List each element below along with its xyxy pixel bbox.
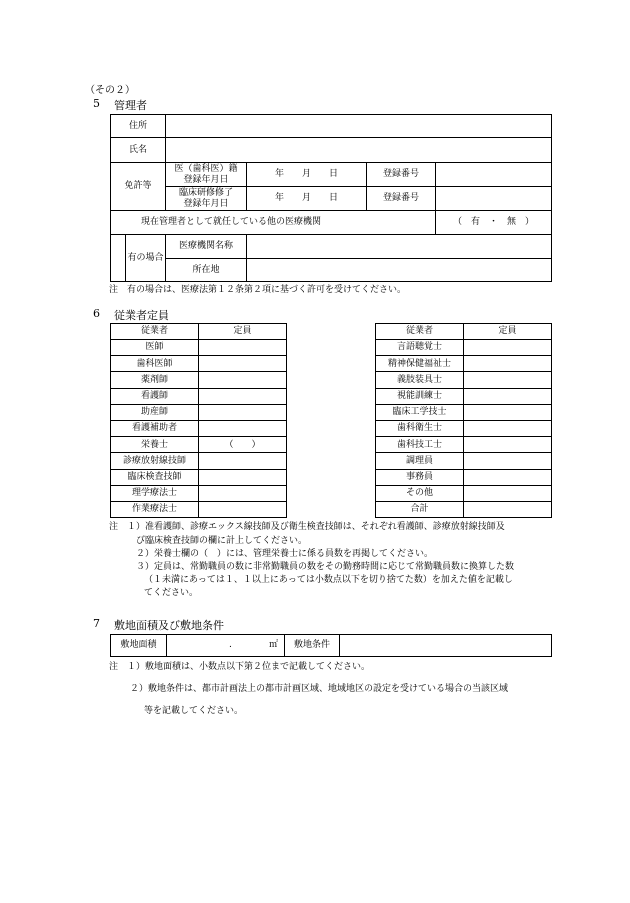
site-note-2: ２）敷地条件は、都市計画法上の都市計画区域、地域地区の設定を受けている場合の当該区域 bbox=[130, 684, 509, 694]
site-area-decimal: . bbox=[229, 640, 232, 650]
license-row1-reg-input[interactable] bbox=[436, 163, 552, 187]
staff-role: 視能訓練士 bbox=[376, 388, 464, 404]
other-institution-label: 現在管理者として就任している他の医療機関 bbox=[111, 211, 436, 235]
staff-count-input[interactable] bbox=[199, 388, 287, 404]
staff-row bbox=[111, 485, 287, 501]
staff-row bbox=[376, 388, 552, 404]
staff-row bbox=[376, 372, 552, 388]
staff-row bbox=[111, 469, 287, 485]
staff-count-input[interactable] bbox=[199, 501, 287, 517]
section-6-title: 従業者定員 bbox=[114, 309, 169, 322]
staff-note-3: ３）定員は、常勤職員の数に非常勤職員の数をその勤務時間に応じて常勤職員数に換算した数 bbox=[136, 562, 515, 572]
yes-no-selector[interactable]: （ 有 ・ 無 ） bbox=[436, 211, 552, 235]
staff-count-input[interactable] bbox=[464, 437, 552, 453]
staff-header-count: 定員 bbox=[464, 324, 552, 340]
staff-count-input[interactable] bbox=[464, 469, 552, 485]
staff-role: 看護師 bbox=[111, 388, 199, 404]
staff-row bbox=[111, 420, 287, 436]
staff-note-1-cont: び臨床検査技師の欄に計上してください。 bbox=[136, 536, 308, 546]
staff-role: 助産師 bbox=[111, 404, 199, 420]
section-5-title: 管理者 bbox=[114, 99, 147, 112]
address-label: 住所 bbox=[111, 115, 166, 138]
staff-row bbox=[376, 469, 552, 485]
staff-role: 歯科技工士 bbox=[376, 437, 464, 453]
location-input[interactable] bbox=[247, 259, 552, 282]
site-area-unit: ㎡ bbox=[268, 640, 278, 650]
site-table bbox=[110, 634, 552, 657]
staff-count-input[interactable] bbox=[464, 340, 552, 356]
institution-name-label: 医療機関名称 bbox=[166, 235, 247, 259]
staff-count-input[interactable] bbox=[464, 420, 552, 436]
staff-note-2: ２）栄養士欄の（ ）には、管理栄養士に係る員数を再掲してください。 bbox=[136, 549, 434, 559]
license-row2-label bbox=[166, 187, 247, 211]
page-label: （その２） bbox=[85, 85, 135, 96]
site-note-2-cont: 等を記載してください。 bbox=[144, 706, 244, 716]
staff-role: 精神保健福祉士 bbox=[376, 356, 464, 372]
staff-table-right bbox=[375, 323, 552, 518]
staff-role: 栄養士 bbox=[111, 437, 199, 453]
staff-role: その他 bbox=[376, 485, 464, 501]
license-row2-line2: 登録年月日 bbox=[183, 198, 229, 209]
staff-header-role: 従業者 bbox=[111, 324, 199, 340]
license-label: 免許等 bbox=[111, 163, 166, 211]
staff-role: 医師 bbox=[111, 340, 199, 356]
staff-row bbox=[111, 388, 287, 404]
staff-row bbox=[376, 437, 552, 453]
manager-table bbox=[110, 114, 552, 282]
staff-note-1: 注 １）准看護師、診療エックス線技師及び衛生検査技師は、それぞれ看護師、診療放射線技師及 bbox=[109, 522, 505, 532]
staff-count-input[interactable] bbox=[199, 453, 287, 469]
license-row1-label bbox=[166, 163, 247, 187]
if-yes-text: 有の場合 bbox=[127, 252, 164, 263]
staff-row bbox=[376, 340, 552, 356]
staff-count-input[interactable] bbox=[464, 485, 552, 501]
staff-role: 看護補助者 bbox=[111, 420, 199, 436]
staff-row bbox=[111, 356, 287, 372]
staff-role: 合計 bbox=[376, 501, 464, 517]
staff-row bbox=[376, 485, 552, 501]
license-row1-line1: 医（歯科医）籍 bbox=[174, 164, 238, 175]
staff-count-input[interactable] bbox=[199, 404, 287, 420]
site-area-input[interactable] bbox=[167, 635, 285, 657]
name-label: 氏名 bbox=[111, 138, 166, 163]
staff-role: 言語聴覚士 bbox=[376, 340, 464, 356]
institution-name-input[interactable] bbox=[247, 235, 552, 259]
staff-count-input[interactable] bbox=[199, 485, 287, 501]
section-7-title: 敷地面積及び敷地条件 bbox=[114, 619, 224, 632]
site-condition-input[interactable] bbox=[340, 635, 552, 657]
staff-role: 作業療法士 bbox=[111, 501, 199, 517]
staff-table-left bbox=[110, 323, 287, 518]
staff-count-input[interactable] bbox=[464, 388, 552, 404]
staff-count-input[interactable] bbox=[464, 356, 552, 372]
staff-role: 義肢装具士 bbox=[376, 372, 464, 388]
staff-header-role: 従業者 bbox=[376, 324, 464, 340]
staff-row bbox=[111, 340, 287, 356]
site-area-label: 敷地面積 bbox=[111, 635, 167, 657]
staff-row bbox=[376, 501, 552, 517]
staff-role: 薬剤師 bbox=[111, 372, 199, 388]
staff-header-count: 定員 bbox=[199, 324, 287, 340]
license-row1-line2: 登録年月日 bbox=[183, 174, 229, 185]
staff-row bbox=[111, 501, 287, 517]
staff-row bbox=[111, 453, 287, 469]
staff-count-input[interactable] bbox=[199, 372, 287, 388]
staff-row bbox=[376, 453, 552, 469]
staff-count-input[interactable] bbox=[464, 453, 552, 469]
indent-spacer bbox=[111, 235, 126, 282]
staff-row bbox=[111, 372, 287, 388]
staff-row bbox=[111, 437, 287, 453]
if-yes-label bbox=[126, 235, 166, 282]
staff-role: 歯科衛生士 bbox=[376, 420, 464, 436]
staff-role: 調理員 bbox=[376, 453, 464, 469]
staff-count-input[interactable] bbox=[199, 340, 287, 356]
section-5-number: 5 bbox=[93, 97, 100, 110]
staff-role: 臨床検査技師 bbox=[111, 469, 199, 485]
site-condition-label: 敷地条件 bbox=[285, 635, 340, 657]
license-row1-date[interactable]: 年 月 日 bbox=[247, 163, 367, 187]
staff-role: 臨床工学技士 bbox=[376, 404, 464, 420]
staff-count-input[interactable] bbox=[199, 420, 287, 436]
staff-row bbox=[376, 404, 552, 420]
staff-count-input[interactable] bbox=[464, 501, 552, 517]
staff-row bbox=[376, 356, 552, 372]
staff-role: 診療放射線技師 bbox=[111, 453, 199, 469]
staff-count-input[interactable] bbox=[199, 469, 287, 485]
staff-count-input[interactable] bbox=[464, 372, 552, 388]
license-row2-date[interactable]: 年 月 日 bbox=[247, 187, 367, 211]
manager-note: 注 有の場合は、医療法第１２条第２項に基づく許可を受けてください。 bbox=[109, 285, 407, 295]
license-row2-reg-input[interactable] bbox=[436, 187, 552, 211]
address-input[interactable] bbox=[166, 115, 552, 138]
license-row1-reg-label: 登録番号 bbox=[367, 163, 436, 187]
license-row2-line1: 臨床研修修了 bbox=[179, 188, 234, 199]
section-6-number: 6 bbox=[93, 307, 100, 320]
site-note-1: 注 １）敷地面積は、小数点以下第２位まで記載してください。 bbox=[109, 662, 371, 672]
location-label: 所在地 bbox=[166, 259, 247, 282]
section-7-number: 7 bbox=[93, 617, 100, 630]
staff-role: 歯科医師 bbox=[111, 356, 199, 372]
staff-note-3-cont: （１未満にあっては１、１以上にあっては小数点以下を切り捨てた数）を加えた値を記載し bbox=[144, 575, 513, 585]
staff-note-3-cont2: てください。 bbox=[144, 588, 199, 598]
staff-count-input[interactable]: （ ） bbox=[199, 437, 287, 453]
staff-role: 理学療法士 bbox=[111, 485, 199, 501]
staff-count-input[interactable] bbox=[464, 404, 552, 420]
staff-row bbox=[111, 404, 287, 420]
staff-row bbox=[376, 420, 552, 436]
license-row2-reg-label: 登録番号 bbox=[367, 187, 436, 211]
name-input[interactable] bbox=[166, 138, 552, 163]
staff-count-input[interactable] bbox=[199, 356, 287, 372]
staff-role: 事務員 bbox=[376, 469, 464, 485]
